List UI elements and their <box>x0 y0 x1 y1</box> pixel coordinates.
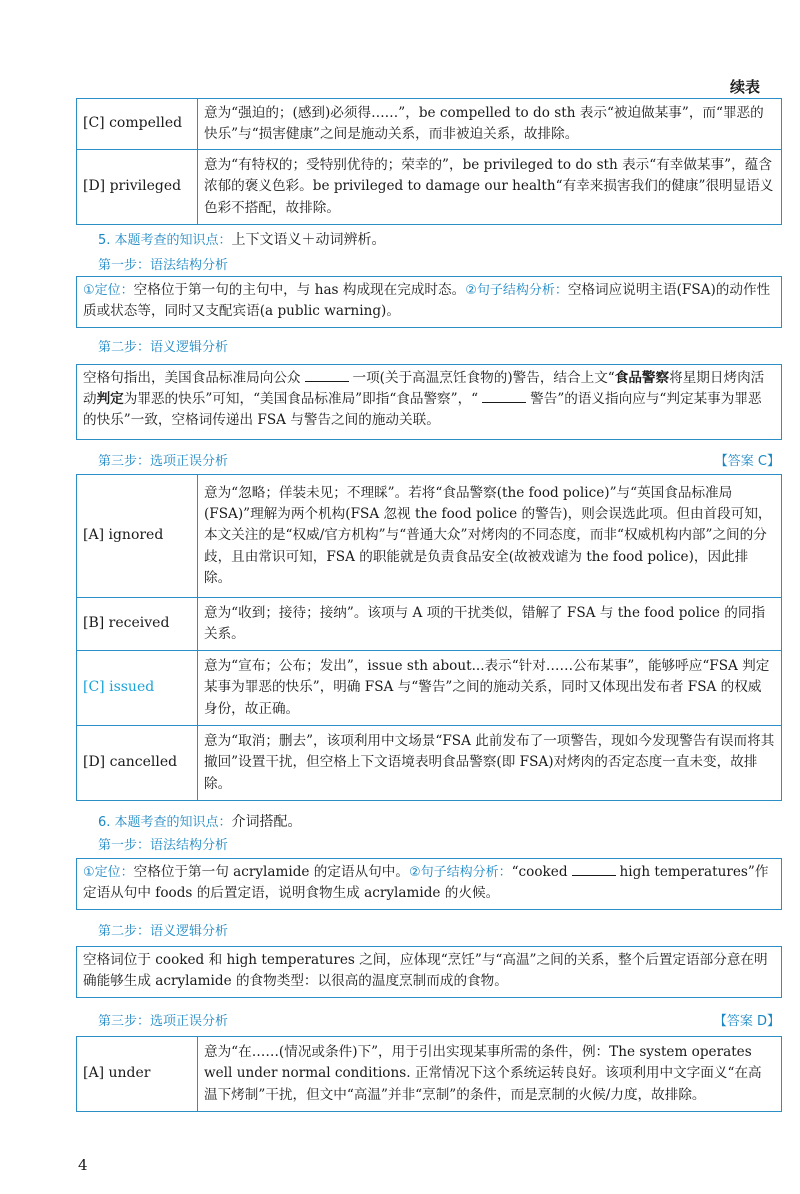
q6-step1-heading: 第一步：语法结构分析 <box>98 838 229 853</box>
q5-logic-text-e: 警告”的语义指向应与“判定某事为罪恶的快乐”一致，空格词传递出 FSA 与警告之间的施动关联。 <box>83 391 762 429</box>
option-explanation: 意为“强迫的；(感到)必须得……”，be compelled to do sth 表示“被迫做某事”，而“罪恶的快乐”与“损害健康”之间是施动关系，而非被迫关系，故排除。 <box>198 99 782 150</box>
q6-locate-label: ①定位： <box>83 865 134 880</box>
q6-grammar-box <box>76 858 782 910</box>
option-explanation: 意为“忽略；佯装未见；不理睬”。若将“食品警察(the food police)”与“英国食品标准局(FSA)”理解为两个机构(FSA 忽视 the food police 的警告)，则会误选此项。但由首段可知，本文关注的是“权威/官方机构”与“普通大众”对烤肉的不同态度，而非“权威机构内部”之间的分歧，且由常识可知，FSA 的职能就是负责食品安全(故被戏谑为 the food police)，因此排除。 <box>198 475 782 598</box>
option-label: [D] privileged <box>77 150 198 225</box>
q6-logic-box: 空格词位于 cooked 和 high temperatures 之间，应体现“烹饪”与“高温”之间的关系，整个后置定语部分意在明确能够生成 acrylamide 的食物类型：以很高的温度烹制而成的食物。 <box>76 946 782 998</box>
option-label: [D] cancelled <box>77 726 198 801</box>
options-table-continued <box>76 98 782 225</box>
option-explanation: 意为“收到；接待；接纳”。该项与 A 项的干扰类似，错解了 FSA 与 the food police 的同指关系。 <box>198 598 782 651</box>
option-label: [C] compelled <box>77 99 198 150</box>
q6-step2-heading: 第二步：语义逻辑分析 <box>98 924 229 939</box>
q5-logic-bold-1: 食品警察 <box>614 370 670 386</box>
q6-title-text: 介词搭配。 <box>231 814 302 830</box>
q5-step1-heading: 第一步：语法结构分析 <box>98 258 229 273</box>
q6-title <box>98 812 302 834</box>
blank-line <box>572 863 616 876</box>
table-row <box>77 1037 782 1112</box>
table-row <box>77 475 782 598</box>
q5-logic-text-c: 将星期日烤肉活动 <box>83 370 765 408</box>
q5-locate-label: ①定位： <box>83 283 134 298</box>
blank-line <box>482 390 526 403</box>
q6-locate-text: 空格位于第一句 acrylamide 的定语从句中。 <box>133 864 409 880</box>
table-row <box>77 598 782 651</box>
option-explanation: 意为“取消；删去”，该项利用中文场景“FSA 此前发布了一项警告，现如今发现警告有误而将其撤回”设置干扰，但空格上下文语境表明食品警察(即 FSA)对烤肉的否定态度一直未变，故排除。 <box>198 726 782 801</box>
q5-title-label: 5. 本题考查的知识点： <box>98 233 232 248</box>
option-explanation: 意为“宣布；公布；发出”，issue sth about...表示“针对……公布某事”，能够呼应“FSA 判定某事为罪恶的快乐”，明确 FSA 与“警告”之间的施动关系，同时又体现出发布者 FSA 的权威身份，故正确。 <box>198 651 782 726</box>
table-row <box>77 726 782 801</box>
q5-structure-label: ②句子结构分析： <box>465 283 568 298</box>
q5-answer-badge: 【答案 C】 <box>714 454 780 469</box>
table-row <box>77 99 782 150</box>
q5-locate-text: 空格位于第一句的主句中，与 has 构成现在完成时态。 <box>133 282 466 298</box>
option-label: [A] ignored <box>77 475 198 598</box>
q5-logic-text-b: 一项(关于高温烹饪食物的)警告，结合上文“ <box>352 370 615 386</box>
q5-logic-text-d: 为罪恶的快乐”可知，“美国食品标准局”即指“食品警察”，“ <box>123 391 479 408</box>
option-explanation: 意为“有特权的；受特别优待的；荣幸的”，be privileged to do sth 表示“有幸做某事”，蕴含浓郁的褒义色彩。be privileged to damage our health“有幸来损害我们的健康”很明显语义色彩不搭配，故排除。 <box>198 150 782 225</box>
q5-logic-bold-2: 判定 <box>96 391 124 408</box>
page-number: 4 <box>78 1156 88 1174</box>
option-explanation: 意为“在……(情况或条件)下”，用于引出实现某事所需的条件，例：The system operates well under normal conditions. 正常情况下这个系统运转良好。该项利用中文字面义“在高温下烤制”干扰，但文中“高温”并非“烹制”的条件，而是烹制的火候/力度，故排除。 <box>198 1037 782 1112</box>
q5-title-text: 上下文语义＋动词辨析。 <box>231 232 386 248</box>
q6-structure-text-b: high temperatures”作定语从句中 foods 的后置定语，说明食物生成 acrylamide 的火候。 <box>83 864 769 902</box>
q5-step2-heading: 第二步：语义逻辑分析 <box>98 340 229 355</box>
q5-step3-heading: 第三步：选项正误分析 <box>98 454 229 469</box>
option-label: [B] received <box>77 598 198 651</box>
table-row <box>77 150 782 225</box>
q5-logic-text-a: 空格句指出，美国食品标准局向公众 <box>83 370 301 386</box>
q6-options-table <box>76 1036 782 1112</box>
q6-step3-heading: 第三步：选项正误分析 <box>98 1014 229 1029</box>
q6-structure-label: ②句子结构分析： <box>408 865 512 880</box>
q5-options-table <box>76 474 782 801</box>
option-label-correct: [C] issued <box>77 651 198 726</box>
blank-line <box>305 369 349 382</box>
q5-grammar-box <box>76 276 782 328</box>
q5-logic-box <box>76 364 782 440</box>
option-label: [A] under <box>77 1037 198 1112</box>
q5-title <box>98 230 386 252</box>
q6-answer-badge: 【答案 D】 <box>713 1014 780 1029</box>
q6-structure-text-a: “cooked <box>511 864 568 880</box>
q6-title-label: 6. 本题考查的知识点： <box>98 815 232 830</box>
q5-structure-text: 空格词应说明主语(FSA)的动作性质或状态等，同时又支配宾语(a public warning)。 <box>83 282 771 320</box>
table-row <box>77 651 782 726</box>
continued-label: 续表 <box>729 78 760 96</box>
